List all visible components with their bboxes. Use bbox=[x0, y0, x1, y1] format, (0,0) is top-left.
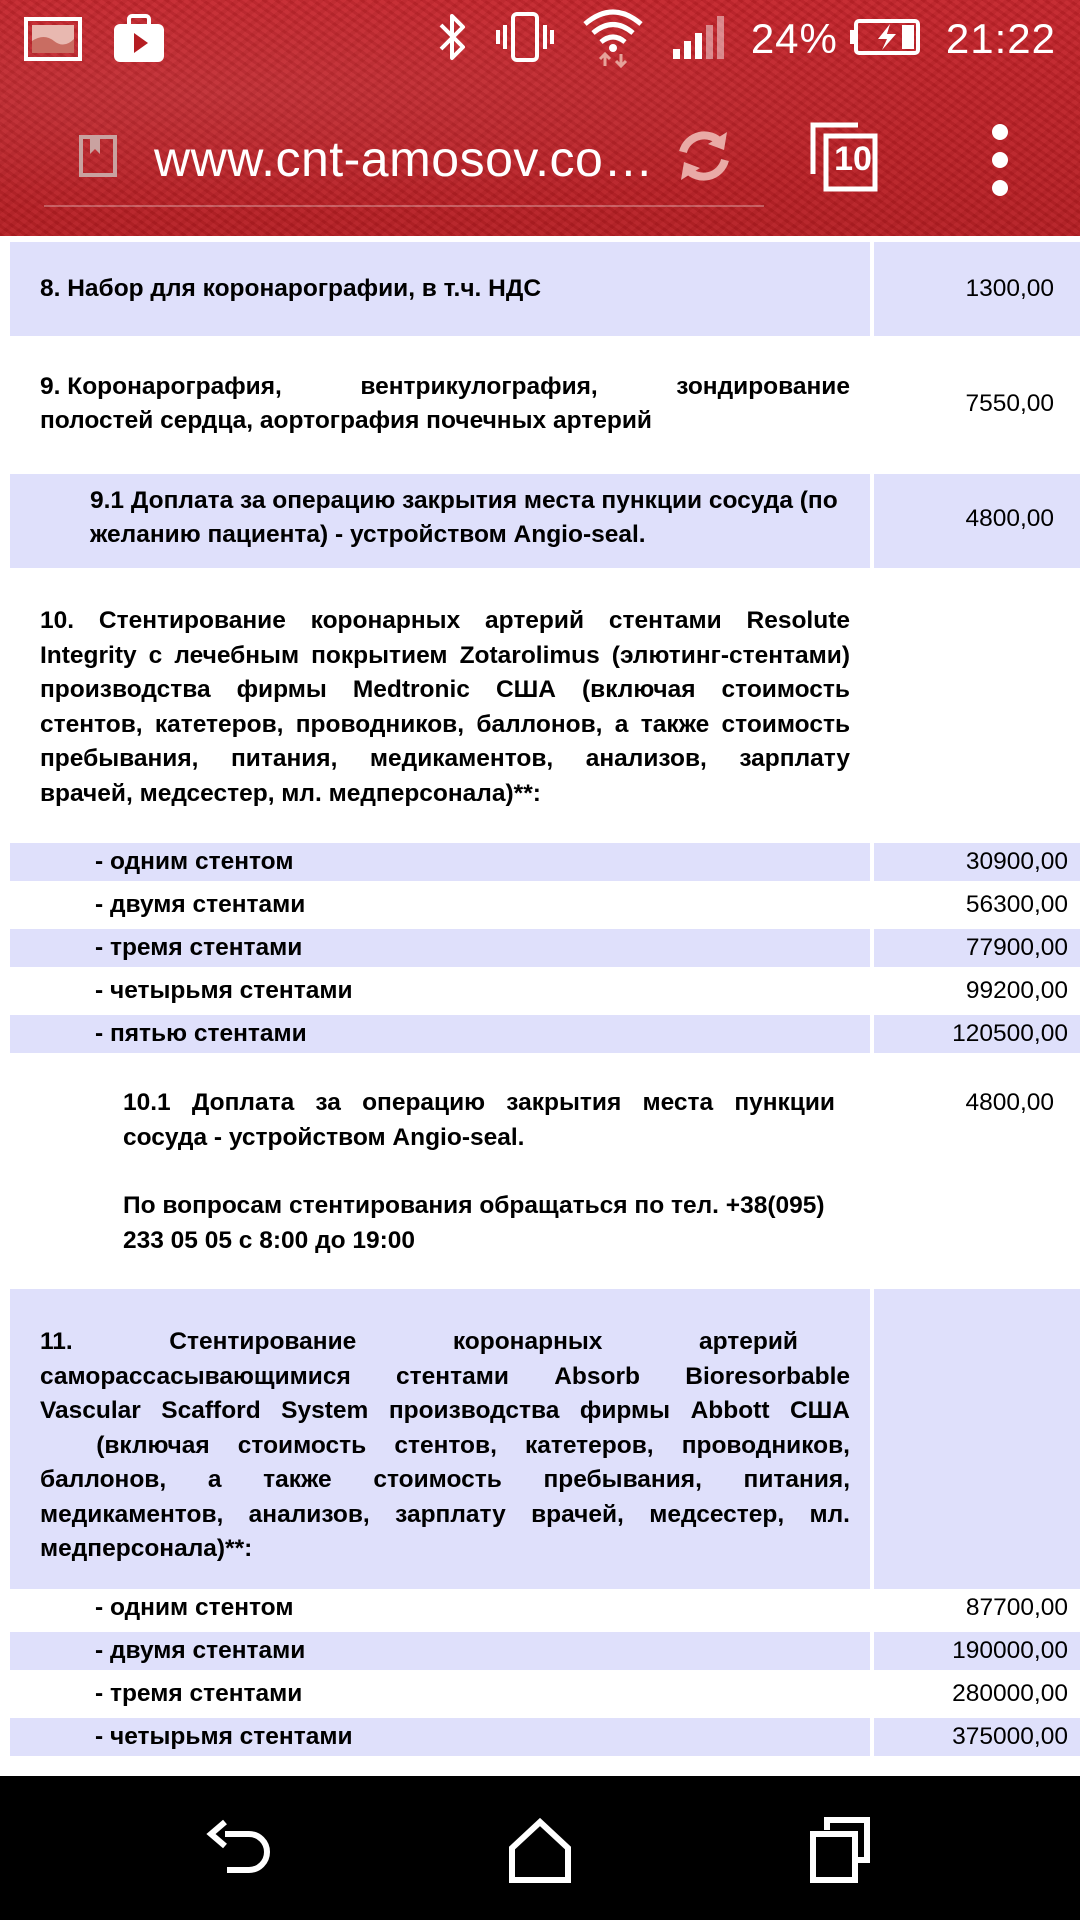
option-label: - двумя стентами bbox=[95, 1637, 306, 1664]
item-label-word: вентрикулография, bbox=[360, 373, 598, 400]
option-price: 280000,00 bbox=[952, 1680, 1068, 1707]
item-label: 10.1 Доплата за операцию закрытия места пункции сосуда - устройством Angio-seal. bbox=[123, 1089, 835, 1151]
option-label: - пятью стентами bbox=[95, 1020, 307, 1047]
item-label-word: Стентирование bbox=[169, 1328, 357, 1355]
option-row bbox=[10, 1675, 1080, 1713]
bluetooth-icon bbox=[437, 11, 469, 68]
item-label-word: коронарных bbox=[452, 1328, 603, 1355]
option-price: 56300,00 bbox=[965, 891, 1068, 918]
price-row-10 bbox=[10, 568, 1080, 844]
bookmark-icon[interactable] bbox=[78, 134, 118, 183]
item-label-word: 11. bbox=[40, 1328, 73, 1355]
contact-info: По вопросам стентирования обращаться по тел. +38(095) 233 05 05 с 8:00 до 19:00 bbox=[123, 1192, 825, 1254]
option-row bbox=[10, 886, 1080, 924]
item-price: 7550,00 bbox=[965, 390, 1054, 417]
option-row bbox=[10, 1718, 1080, 1756]
home-icon[interactable] bbox=[505, 1816, 575, 1886]
navigation-bar bbox=[0, 1776, 1080, 1920]
option-label: - тремя стентами bbox=[95, 934, 303, 961]
url-bar[interactable]: www.cnt-amosov.co… bbox=[154, 131, 654, 187]
item-price: 4800,00 bbox=[965, 505, 1054, 532]
option-row bbox=[10, 843, 1080, 881]
item-label: желанию пациента) - устройством Angio-seal. bbox=[90, 521, 646, 548]
item-label: 10. Стентирование коронарных артерий стентами Resolute Integrity с лечебным покрытием Zotarolimus (элютинг-стентами) производства фирмы Medtronic США (включая стоимость стентов, катетеров, проводников, баллонов, а также стоимость пребывания, питания, медикаментов, анализов, зарплату врачей, медсестер, мл. медперсонала)**: bbox=[40, 607, 850, 807]
item-label-word: зондирование bbox=[676, 373, 850, 400]
tab-count: 10 bbox=[834, 140, 872, 178]
option-row bbox=[10, 972, 1080, 1010]
back-icon[interactable] bbox=[205, 1816, 275, 1886]
page-content bbox=[0, 236, 1080, 1776]
wifi-icon bbox=[581, 6, 645, 73]
tabs-switcher-button[interactable] bbox=[810, 122, 878, 192]
option-label: - одним стентом bbox=[95, 848, 294, 875]
item-label: 8. Набор для коронарографии, в т.ч. НДС bbox=[40, 275, 542, 302]
price-row-9-1 bbox=[10, 474, 1080, 568]
option-price: 77900,00 bbox=[965, 934, 1068, 961]
option-label: - тремя стентами bbox=[95, 1680, 303, 1707]
option-label: - четырьмя стентами bbox=[95, 977, 353, 1004]
option-label: - одним стентом bbox=[95, 1594, 294, 1621]
option-price: 99200,00 bbox=[965, 977, 1068, 1004]
option-price: 87700,00 bbox=[965, 1594, 1068, 1621]
option-row bbox=[10, 1632, 1080, 1670]
option-price: 190000,00 bbox=[952, 1637, 1068, 1664]
price-row-10-1 bbox=[10, 1053, 1080, 1289]
play-store-icon bbox=[112, 14, 166, 69]
browser-toolbar bbox=[0, 100, 1080, 220]
option-price: 375000,00 bbox=[952, 1723, 1068, 1750]
vibrate-icon bbox=[495, 11, 555, 68]
price-row-9 bbox=[10, 336, 1080, 474]
price-row-8 bbox=[10, 242, 1080, 336]
refresh-icon[interactable] bbox=[674, 126, 734, 191]
option-label: - четырьмя стентами bbox=[95, 1723, 353, 1750]
item-label-word: артерий bbox=[699, 1328, 798, 1355]
overflow-menu-icon[interactable] bbox=[985, 122, 1015, 198]
option-row bbox=[10, 1015, 1080, 1053]
battery-charging-icon bbox=[850, 19, 920, 60]
signal-icon bbox=[671, 13, 725, 66]
item-label-word: 9. Коронарография, bbox=[40, 373, 282, 400]
item-price: 1300,00 bbox=[965, 275, 1054, 302]
clock: 21:22 bbox=[945, 15, 1056, 62]
option-row bbox=[10, 1589, 1080, 1627]
option-row bbox=[10, 929, 1080, 967]
item-label: 9.1 Доплата за операцию закрытия места пункции сосуда (по bbox=[90, 487, 838, 514]
gallery-icon bbox=[24, 17, 82, 66]
item-label: полостей сердца, аортография почечных артерий bbox=[40, 407, 652, 434]
battery-percent: 24% bbox=[750, 15, 838, 62]
recents-icon[interactable] bbox=[805, 1816, 875, 1886]
option-price: 30900,00 bbox=[965, 848, 1068, 875]
url-underline bbox=[44, 205, 764, 207]
item-label: саморассасывающимися стентами Absorb Bioresorbable Vascular Scafford System производства фирмы Abbott США (включая стоимость стентов, катетеров, проводников, баллонов, а также стоимость пребывания, питания, медикаментов, анализов, зарплату врачей, медсестер, мл. медперсонала)**: bbox=[40, 1362, 850, 1562]
browser-chrome bbox=[0, 0, 1080, 236]
price-row-11 bbox=[10, 1289, 1080, 1589]
status-bar bbox=[0, 0, 1080, 78]
item-price: 4800,00 bbox=[965, 1089, 1054, 1116]
option-price: 120500,00 bbox=[952, 1020, 1068, 1047]
option-label: - двумя стентами bbox=[95, 891, 306, 918]
